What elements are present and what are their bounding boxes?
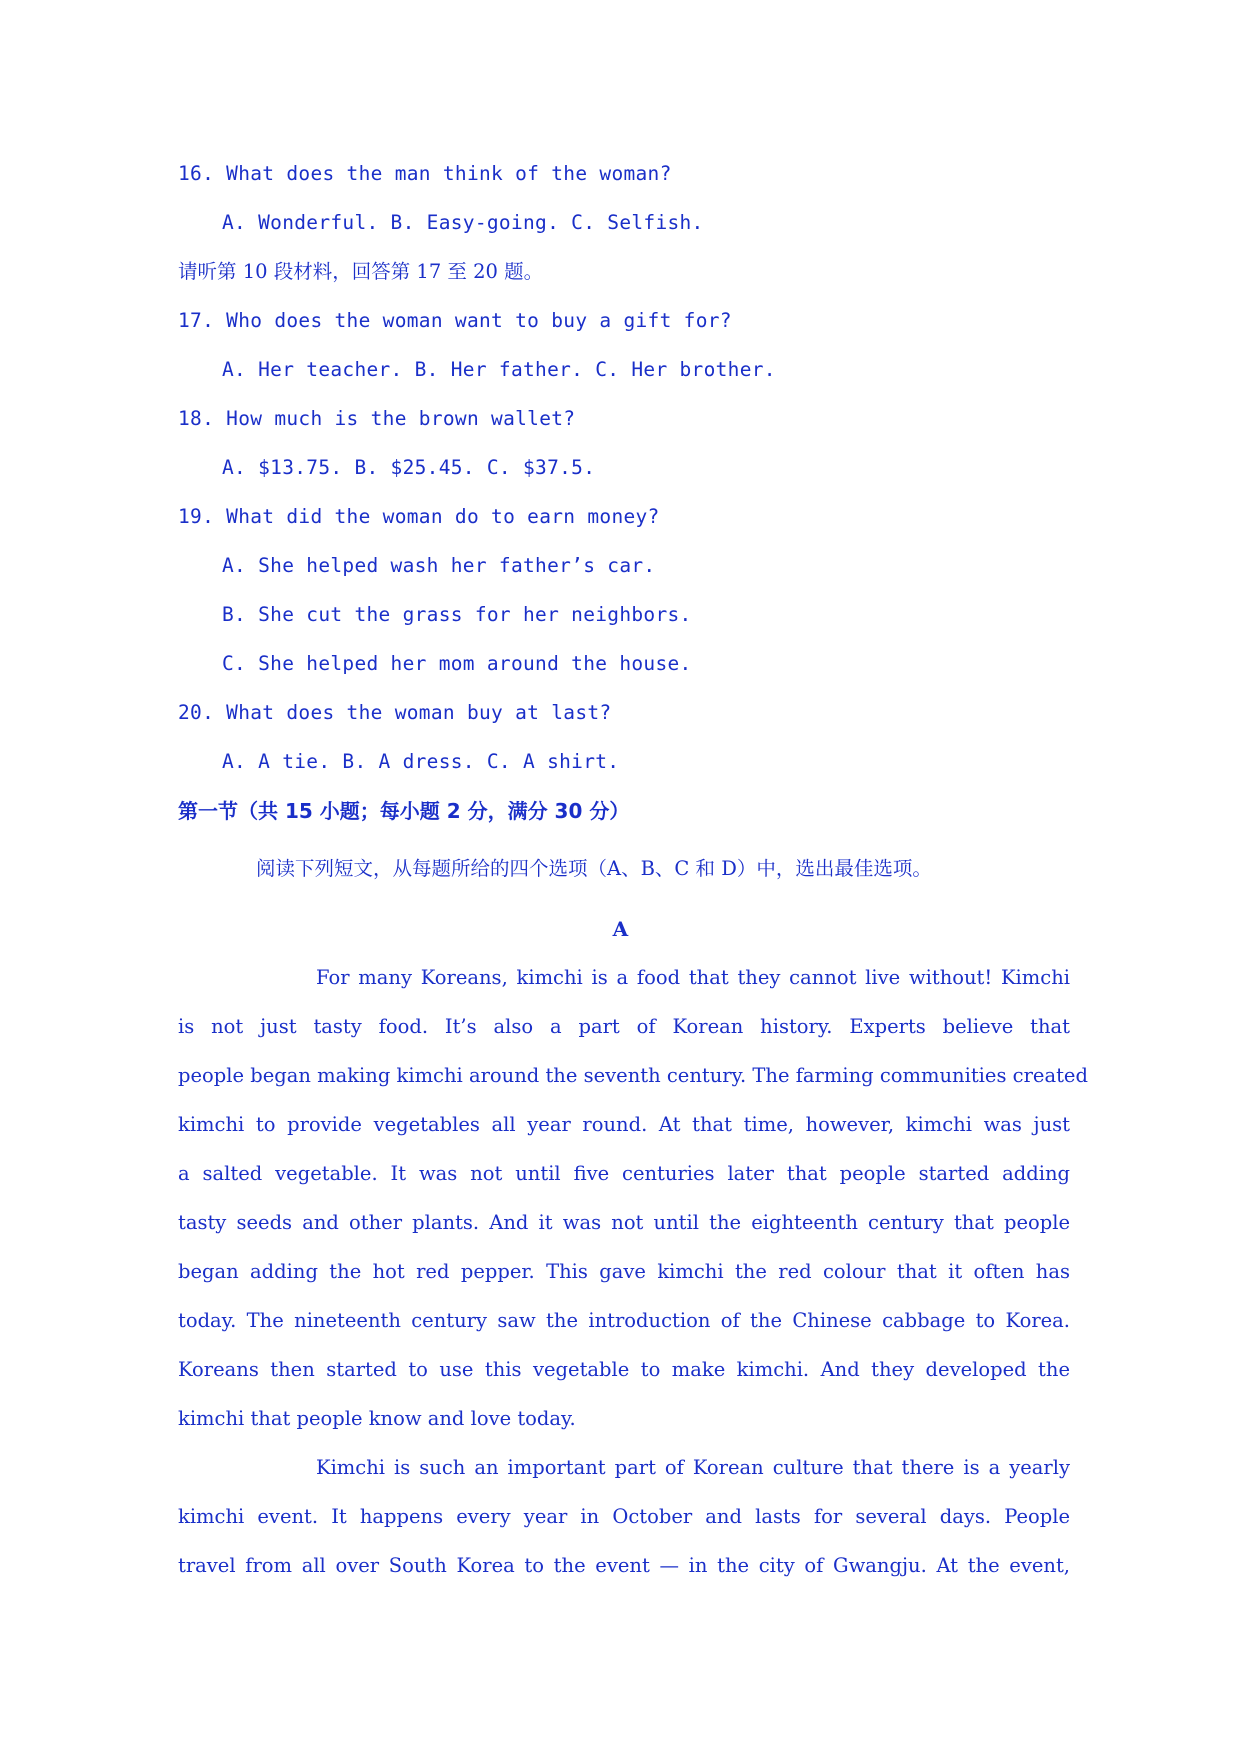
question-18-stem: 18. How much is the brown wallet? <box>178 407 576 430</box>
listening-instruction: 请听第 10 段材料，回答第 17 至 20 题。 <box>178 260 544 283</box>
section-instruction: 阅读下列短文，从每题所给的四个选项（A、B、C 和 D）中，选出最佳选项。 <box>256 857 932 880</box>
paragraph-line: travel from all over South Korea to the event — in the city of Gwangju. At the event, <box>178 1554 1070 1577</box>
question-17-options: A. Her teacher. B. Her father. C. Her brother. <box>222 358 776 381</box>
passage-paragraph-2 <box>178 1454 1070 1601</box>
question-20-options: A. A tie. B. A dress. C. A shirt. <box>222 750 620 773</box>
question-19-option-a: A. She helped wash her father’s car. <box>222 554 656 577</box>
question-16-stem: 16. What does the man think of the woman? <box>178 162 672 185</box>
paragraph-line: today. The nineteenth century saw the introduction of the Chinese cabbage to Korea. <box>178 1309 1070 1332</box>
passage-paragraph-1 <box>178 964 1088 1454</box>
paragraph-line: For many Koreans, kimchi is a food that they cannot live without! Kimchi <box>316 966 1070 989</box>
paragraph-line: kimchi event. It happens every year in October and lasts for several days. People <box>178 1505 1070 1528</box>
paragraph-line: is not just tasty food. It’s also a part of Korean history. Experts believe that <box>178 1015 1070 1038</box>
section-title: 第一节（共 15 小题；每小题 2 分，满分 30 分） <box>178 799 630 823</box>
paragraph-line: Koreans then started to use this vegetable to make kimchi. And they developed the <box>178 1358 1070 1381</box>
paragraph-line: a salted vegetable. It was not until five centuries later that people started adding <box>178 1162 1070 1185</box>
question-19-stem: 19. What did the woman do to earn money? <box>178 505 660 528</box>
question-19-option-b: B. She cut the grass for her neighbors. <box>222 603 692 626</box>
question-20-stem: 20. What does the woman buy at last? <box>178 701 612 724</box>
paragraph-line: tasty seeds and other plants. And it was not until the eighteenth century that people <box>178 1211 1070 1234</box>
paragraph-line: kimchi to provide vegetables all year round. At that time, however, kimchi was just <box>178 1113 1070 1136</box>
question-16-options: A. Wonderful. B. Easy-going. C. Selfish. <box>222 211 704 234</box>
question-17-stem: 17. Who does the woman want to buy a gift for? <box>178 309 732 332</box>
question-19-option-c: C. She helped her mom around the house. <box>222 652 692 675</box>
paragraph-line: Kimchi is such an important part of Korean culture that there is a yearly <box>316 1456 1070 1479</box>
question-18-options: A. $13.75. B. $25.45. C. $37.5. <box>222 456 596 479</box>
paragraph-line: began adding the hot red pepper. This gave kimchi the red colour that it often has <box>178 1260 1070 1283</box>
passage-label: A <box>612 917 629 941</box>
paragraph-line: people began making kimchi around the seventh century. The farming communities created <box>178 1064 1088 1087</box>
paragraph-line: kimchi that people know and love today. <box>178 1407 576 1430</box>
